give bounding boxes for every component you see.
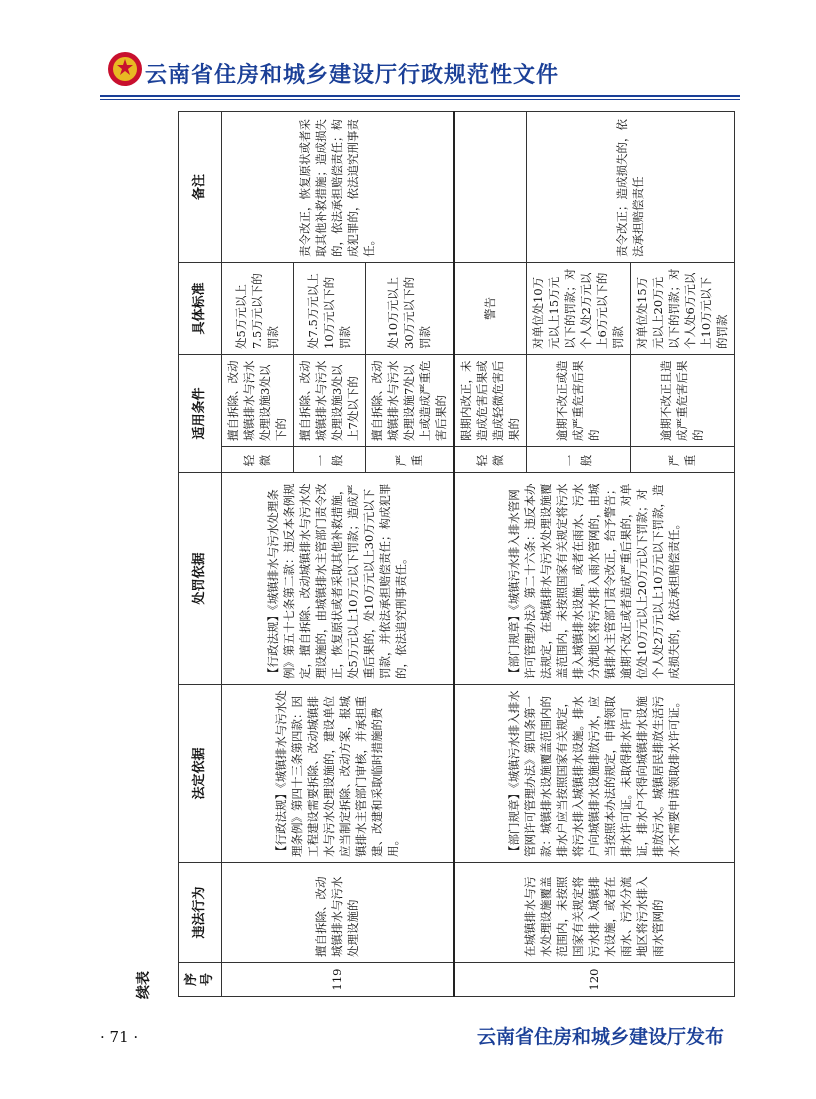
header-standard: 具体标准 xyxy=(179,262,222,354)
rotated-table-container xyxy=(136,112,735,999)
level-label: 一般 xyxy=(293,447,365,473)
row-legal-basis: 【行政法规】《城镇排水与污水处理条例》第四十三条第四款：因工程建设需要拆除、改动城镇排水与污水处理设施的，建设单位应当制定拆除、改动方案，报城镇排水主管部门审核，并承担重建、改建和采取临时措施的费用。 xyxy=(222,685,454,863)
level-condition: 擅自拆除、改动城镇排水与污水处理设施3处以上7处以下的 xyxy=(293,354,365,446)
row-legal-basis: 【部门规章】《城镇污水排入排水管网许可管理办法》第四条第一款：城镇排水设施覆盖范围内的排水户应当按照国家有关规定，将污水排入城镇排水设施。排水户向城镇排水设施排放污水，应当按照本办法的规定，申请领取排水许可证。未取得排水许可证，排水户不得向城镇排水设施排放污水。城镇居民排放生活污水不需要申请领取排水许可证。 xyxy=(454,685,735,863)
row-note-empty xyxy=(454,111,526,262)
header-condition: 适用条件 xyxy=(179,354,222,472)
level-standard: 处5万元以上7.5万元以下的罚款 xyxy=(222,262,294,354)
level-condition: 擅自拆除、改动城镇排水与污水处理设施3处以下的 xyxy=(222,354,294,446)
header-behavior: 违法行为 xyxy=(179,863,222,963)
penalty-table xyxy=(178,111,735,997)
table-row xyxy=(454,111,526,996)
header-rule-thin xyxy=(100,99,740,100)
header-penalty-basis: 处罚依据 xyxy=(179,473,222,685)
level-label: 轻微 xyxy=(454,447,526,473)
row-note: 责令改正；造成损失的，依法承担赔偿责任 xyxy=(526,111,734,262)
level-label: 一般 xyxy=(526,447,630,473)
level-label: 严重 xyxy=(365,447,454,473)
national-emblem-icon xyxy=(106,50,144,88)
row-number: 120 xyxy=(454,963,735,997)
header-note: 备注 xyxy=(179,111,222,262)
row-behavior: 擅自拆除、改动城镇排水与污水处理设施的 xyxy=(222,863,454,963)
level-standard: 处7.5万元以上10万元以下的罚款 xyxy=(293,262,365,354)
header-no: 序号 xyxy=(179,963,222,997)
level-label: 轻微 xyxy=(222,447,294,473)
level-standard: 对单位处15万元以上20万元以下的罚款；对个人处6万元以上10万元以下的罚款 xyxy=(630,262,734,354)
table-row xyxy=(222,111,294,996)
row-behavior: 在城镇排水与污水处理设施覆盖范围内，未按照国家有关规定将污水排入城镇排水设施，或者在雨水、污水分流地区将污水排入雨水管网的 xyxy=(454,863,735,963)
page-number: · 71 · xyxy=(100,1028,139,1046)
continuation-label: 续表 xyxy=(136,971,152,999)
level-condition: 逾期不改正且造成严重危害后果的 xyxy=(630,354,734,446)
row-number: 119 xyxy=(222,963,454,997)
header-legal-basis: 法定依据 xyxy=(179,685,222,863)
level-condition: 限期内改正，未造成危害后果或造成轻微危害后果的 xyxy=(454,354,526,446)
row-note: 责令改正，恢复原状或者采取其他补救措施；造成损失的，依法承担赔偿责任；构成犯罪的，依法追究刑事责任。 xyxy=(222,111,454,262)
level-label: 严重 xyxy=(630,447,734,473)
level-condition: 擅自拆除、改动城镇排水与污水处理设施7处以上或造成严重危害后果的 xyxy=(365,354,454,446)
row-penalty-basis: 【行政法规】《城镇排水与污水处理条例》第五十七条第二款：违反本条例规定，擅自拆除、改动城镇排水与污水处理设施的，由城镇排水主管部门责令改正，恢复原状或者采取其他补救措施，处5万元以上10万元以下罚款；造成严重后果的，处10万元以上30万元以下罚款，并依法承担赔偿责任；构成犯罪的，依法追究刑事责任。 xyxy=(222,473,454,685)
level-standard: 处10万元以上30万元以下的罚款 xyxy=(365,262,454,354)
level-condition: 逾期不改正或造成严重危害后果的 xyxy=(526,354,630,446)
header-rule xyxy=(100,95,740,97)
level-standard: 警告 xyxy=(454,262,526,354)
level-standard: 对单位处10万元以上15万元以下的罚款；对个人处2万元以上6万元以下的罚款 xyxy=(526,262,630,354)
table-header-row xyxy=(179,111,222,996)
page-header-title: 云南省住房和城乡建设厅行政规范性文件 xyxy=(145,63,560,88)
row-penalty-basis: 【部门规章】《城镇污水排入排水管网许可管理办法》第二十六条：违反本办法规定，在城镇排水与污水处理设施覆盖范围内，未按照国家有关规定将污水排入城镇排水设施，或者在雨水、污水分流地区将污水排入雨水管网的，由城镇排水主管部门责令改正，给予警告；逾期不改正或者造成严重后果的，对单位处10万元以上20万元以下罚款；对个人处2万元以上10万元以下罚款，造成损失的，依法承担赔偿责任。 xyxy=(454,473,735,685)
footer-publisher: 云南省住房和城乡建设厅发布 xyxy=(476,1026,724,1048)
